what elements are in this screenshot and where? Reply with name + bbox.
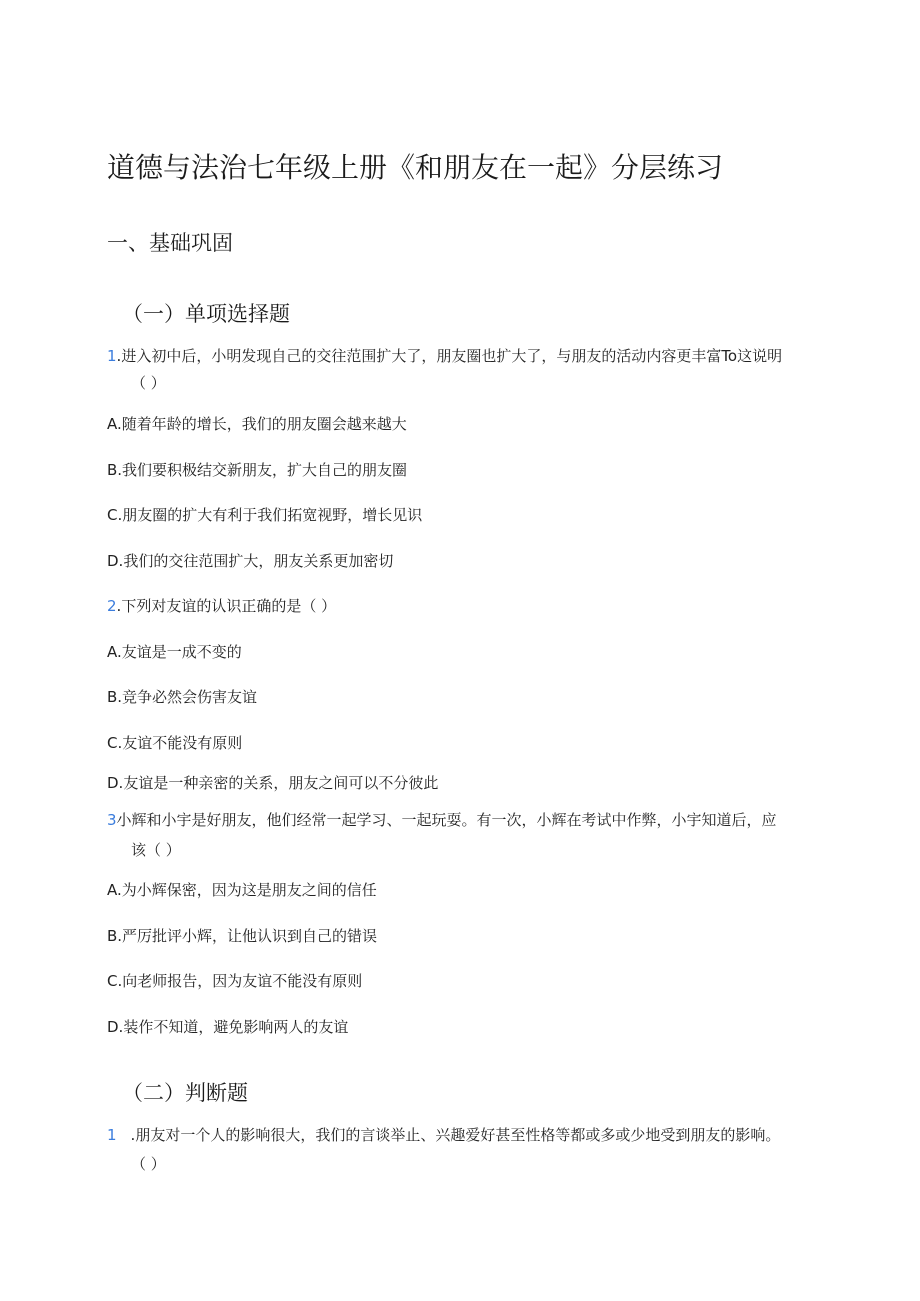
question-2 <box>107 594 336 618</box>
q3-option-a: A.为小辉保密，因为这是朋友之间的信任 <box>107 881 377 899</box>
q2-option-d: D.友谊是一种亲密的关系，朋友之间可以不分彼此 <box>107 774 439 792</box>
question-number: 1 <box>107 1126 117 1144</box>
question-number: 3 <box>107 811 117 829</box>
q3-option-d: D.装作不知道，避免影响两人的友谊 <box>107 1018 349 1036</box>
question-3-continuation: 该（ ） <box>131 841 181 859</box>
question-text: .朋友对一个人的影响很大，我们的言谈举止、兴趣爱好甚至性格等都或多或少地受到朋友的影响。 <box>130 1126 781 1144</box>
question-3 <box>107 808 777 832</box>
part-heading-true-false: （二）判断题 <box>122 1081 248 1105</box>
question-text: .下列对友谊的认识正确的是（ ） <box>116 597 337 615</box>
q3-option-b: B.严厉批评小辉，让他认识到自己的错误 <box>107 927 378 945</box>
question-number: 1 <box>107 347 117 365</box>
question-text: .进入初中后，小明发现自己的交往范围扩大了，朋友圈也扩大了，与朋友的活动内容更丰富To这说明 <box>116 347 783 365</box>
q1-option-d: D.我们的交往范围扩大，朋友关系更加密切 <box>107 552 394 570</box>
q1-option-b: B.我们要积极结交新朋友，扩大自己的朋友圈 <box>107 461 408 479</box>
question-1-paren: （ ） <box>131 374 166 392</box>
question-1 <box>107 344 782 368</box>
q2-option-c: C.友谊不能没有原则 <box>107 734 243 752</box>
q2-option-a: A.友谊是一成不变的 <box>107 643 242 661</box>
q3-option-c: C.向老师报告，因为友谊不能没有原则 <box>107 972 363 990</box>
question-text: 小辉和小宇是好朋友，他们经常一起学习、一起玩耍。有一次，小辉在考试中作弊，小宇知道后，应 <box>116 811 777 829</box>
q2-option-b: B.竞争必然会伤害友谊 <box>107 688 258 706</box>
section-heading-basic: 一、基础巩固 <box>107 231 233 255</box>
part-heading-multiple-choice: （一）单项选择题 <box>122 302 290 326</box>
q1-option-a: A.随着年龄的增长，我们的朋友圈会越来越大 <box>107 415 407 433</box>
q1-option-c: C.朋友圈的扩大有利于我们拓宽视野，增长见识 <box>107 506 423 524</box>
document-title: 道德与法治七年级上册《和朋友在一起》分层练习 <box>107 151 724 184</box>
tf-question-1 <box>107 1123 780 1147</box>
tf-question-1-paren: （ ） <box>131 1155 166 1173</box>
question-number: 2 <box>107 597 117 615</box>
